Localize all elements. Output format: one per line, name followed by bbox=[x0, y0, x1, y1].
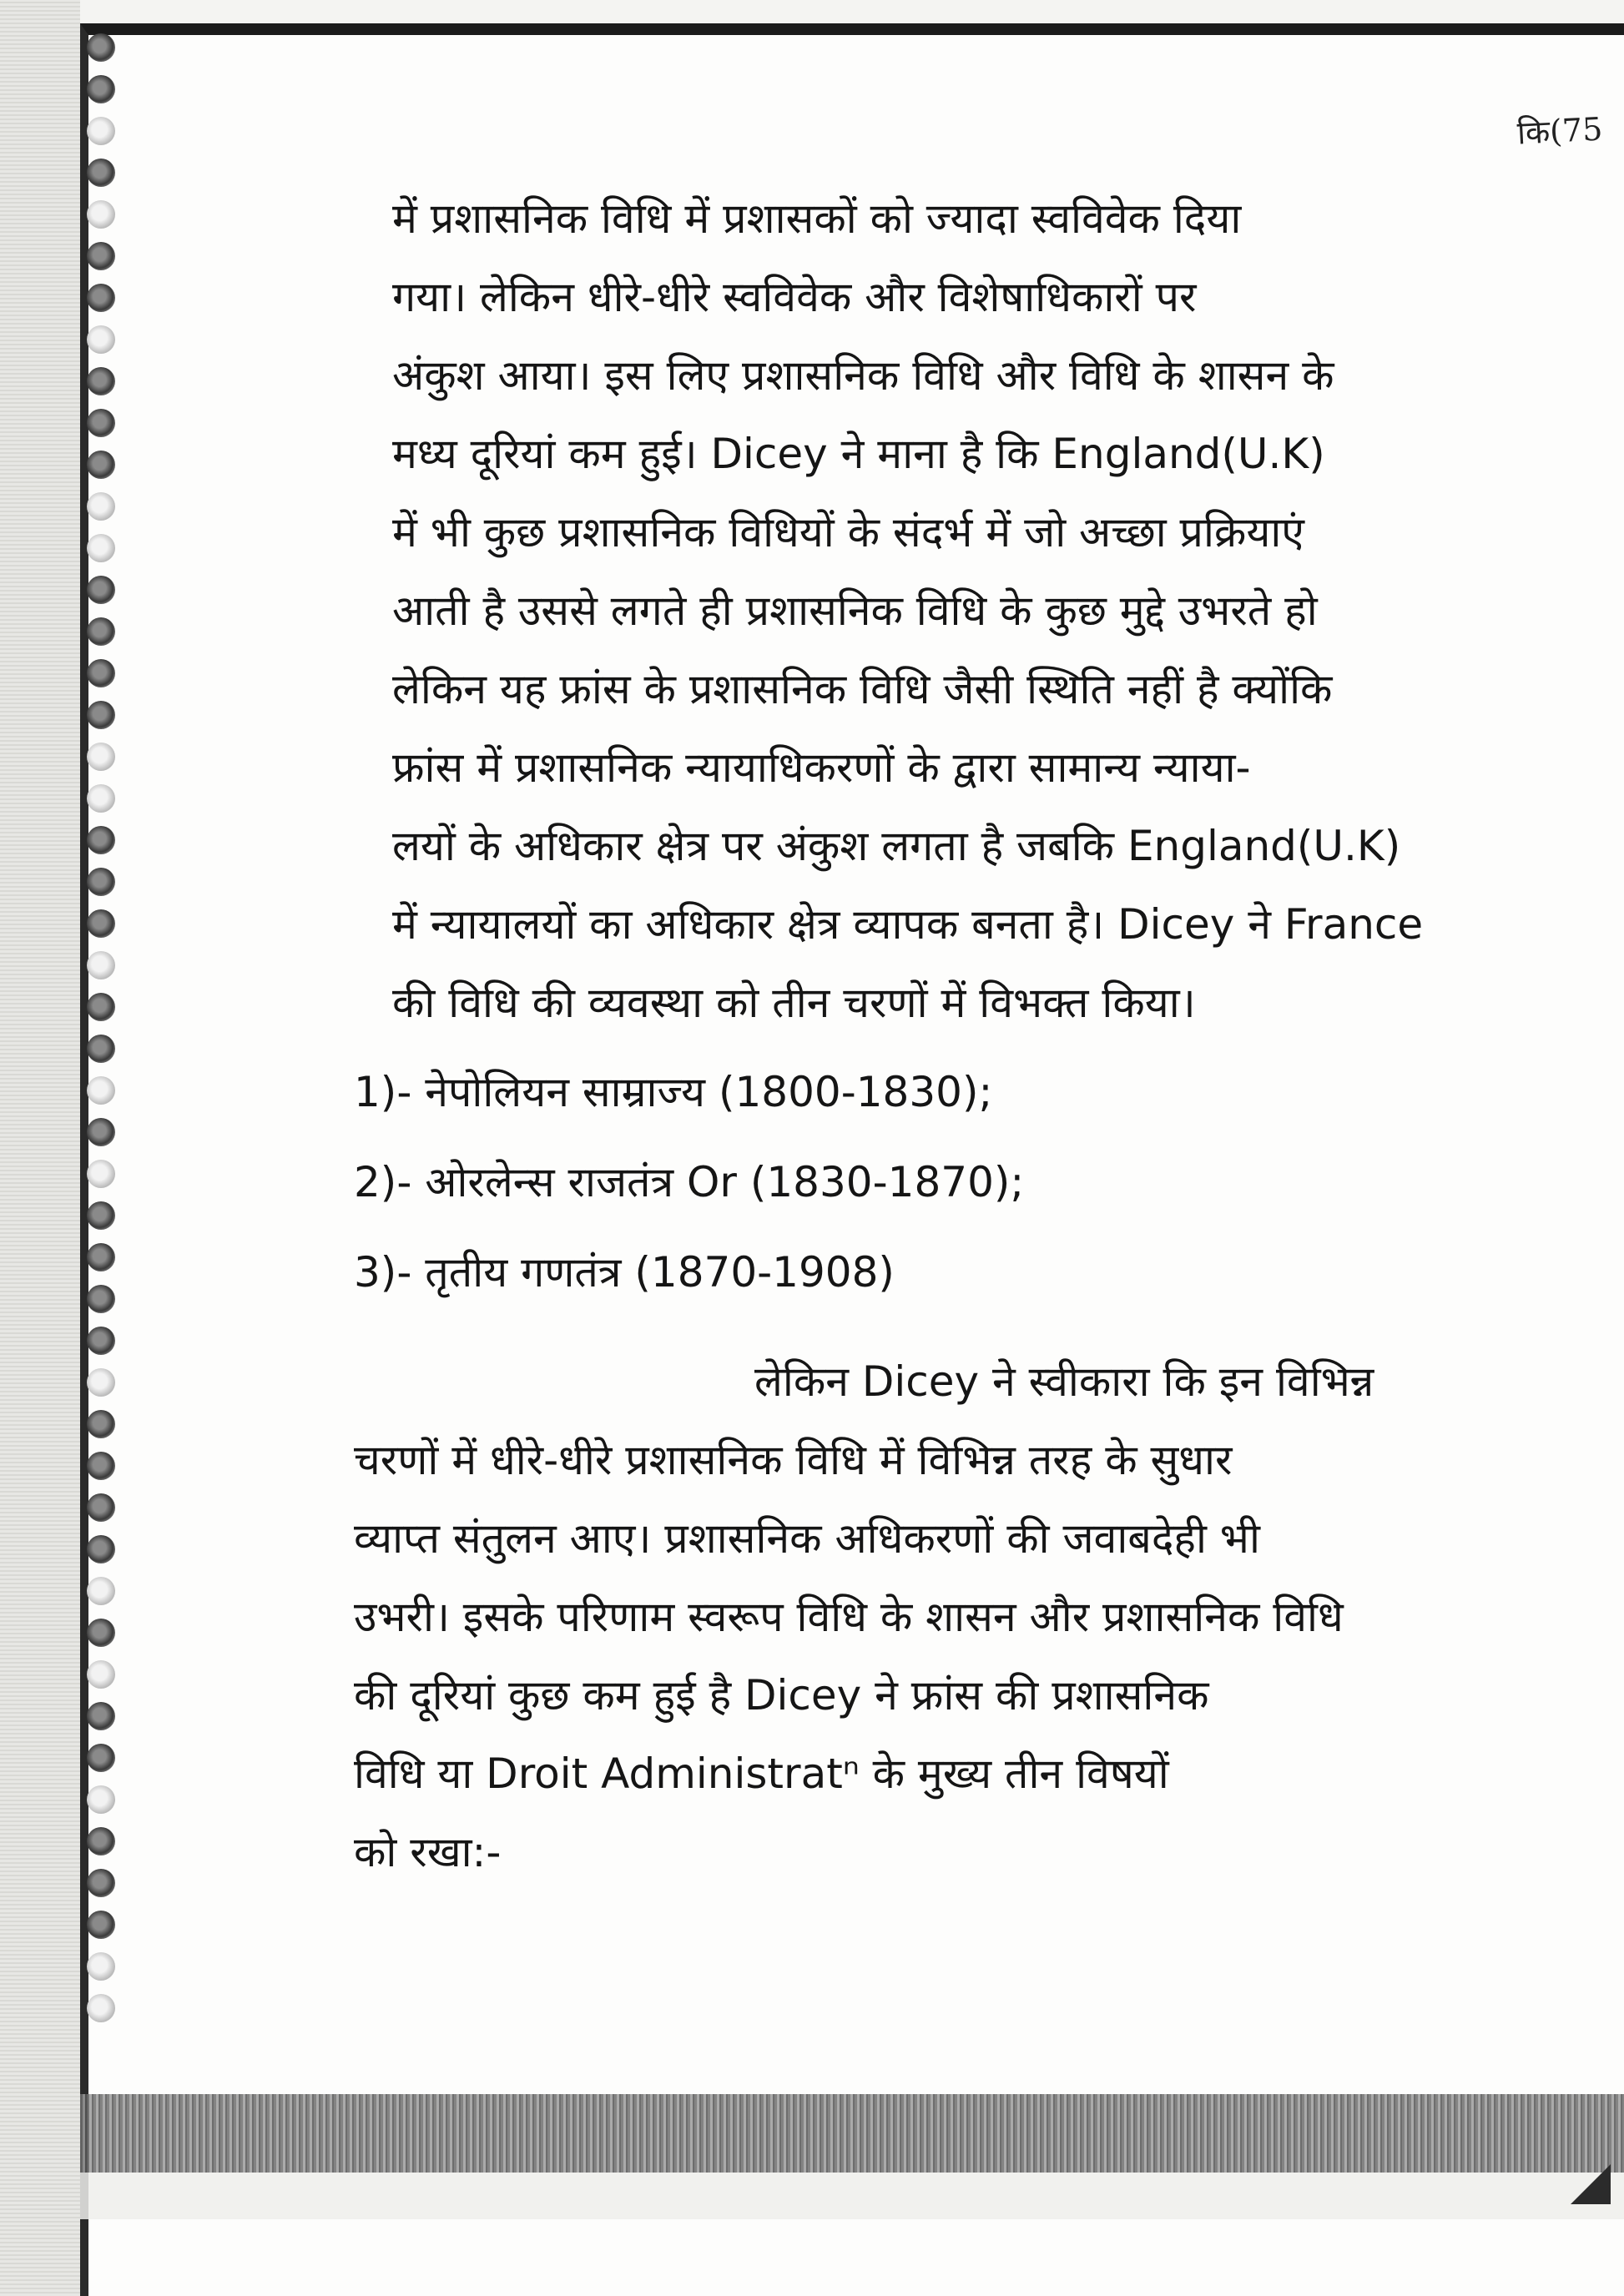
binding-hole bbox=[87, 159, 115, 187]
binding-hole bbox=[87, 1076, 115, 1105]
list-item: 1)- नेपोलियन साम्राज्य (1800-1830); bbox=[354, 1068, 993, 1116]
text-line: में न्यायालयों का अधिकार क्षेत्र व्यापक बनता है। Dicey ने France bbox=[392, 900, 1424, 949]
binding-hole bbox=[87, 1452, 115, 1480]
page-corner-mark: कि(75 bbox=[1516, 110, 1604, 152]
binding-hole bbox=[87, 1410, 115, 1438]
binding-hole bbox=[87, 784, 115, 813]
text-line: गया। लेकिन धीरे-धीरे स्वविवेक और विशेषाधिकारों पर bbox=[392, 273, 1197, 321]
text-line: लयों के अधिकार क्षेत्र पर अंकुश लगता है जबकि England(U.K) bbox=[392, 822, 1401, 870]
text-line: की विधि की व्यवस्था को तीन चरणों में विभक्त किया। bbox=[392, 979, 1196, 1027]
binding-hole bbox=[87, 1952, 115, 1981]
text-line: विधि या Droit Administratⁿ के मुख्य तीन विषयों bbox=[354, 1750, 1169, 1798]
binding-hole bbox=[87, 1869, 115, 1897]
binding-hole bbox=[87, 451, 115, 479]
phases-list bbox=[354, 1047, 1502, 1317]
handwritten-text bbox=[354, 179, 1502, 1891]
text-line: को रखा:- bbox=[354, 1828, 502, 1876]
page-bottom-edge bbox=[80, 2094, 1624, 2219]
binding-hole bbox=[87, 1035, 115, 1063]
binding-hole bbox=[87, 1619, 115, 1647]
binding-hole bbox=[87, 868, 115, 896]
text-line: अंकुश आया। इस लिए प्रशासनिक विधि और विधि के शासन के bbox=[392, 351, 1334, 400]
text-line: में भी कुछ प्रशासनिक विधियों के संदर्भ में जो अच्छा प्रक्रियाएं bbox=[392, 508, 1304, 556]
binding-hole bbox=[87, 1660, 115, 1689]
binding-holes bbox=[87, 33, 137, 2052]
paragraph-1 bbox=[392, 179, 1502, 1042]
text-line: फ्रांस में प्रशासनिक न्यायाधिकरणों के द्वारा सामान्य न्याया- bbox=[392, 743, 1251, 792]
binding-hole bbox=[87, 1327, 115, 1355]
binding-hole bbox=[87, 1702, 115, 1730]
binding-hole bbox=[87, 1577, 115, 1605]
binding-hole bbox=[87, 1118, 115, 1146]
text-line: लेकिन यह फ्रांस के प्रशासनिक विधि जैसी स्थिति नहीं है क्योंकि bbox=[392, 665, 1333, 713]
binding-hole bbox=[87, 993, 115, 1021]
text-line: लेकिन Dicey ने स्वीकारा कि इन विभिन्न bbox=[754, 1357, 1374, 1406]
text-line: में प्रशासनिक विधि में प्रशासकों को ज्यादा स्वविवेक दिया bbox=[392, 194, 1242, 243]
binding-hole bbox=[87, 659, 115, 687]
binding-hole bbox=[87, 1827, 115, 1855]
text-line: की दूरियां कुछ कम हुई है Dicey ने फ्रांस की प्रशासनिक bbox=[354, 1671, 1209, 1719]
text-line: व्याप्त संतुलन आए। प्रशासनिक अधिकरणों की जवाबदेही भी bbox=[354, 1514, 1260, 1563]
binding-hole bbox=[87, 242, 115, 270]
list-item: 2)- ओरलेन्स राजतंत्र Or (1830-1870); bbox=[354, 1158, 1025, 1206]
binding-hole bbox=[87, 1911, 115, 1939]
binding-hole bbox=[87, 826, 115, 854]
notebook-spine bbox=[0, 0, 80, 2296]
binding-hole bbox=[87, 1493, 115, 1522]
binding-hole bbox=[87, 33, 115, 62]
paragraph-2 bbox=[354, 1342, 1502, 1891]
binding-hole bbox=[87, 1160, 115, 1188]
page-corner-shadow bbox=[1571, 2164, 1611, 2204]
binding-hole bbox=[87, 1243, 115, 1271]
binding-hole bbox=[87, 1785, 115, 1814]
binding-hole bbox=[87, 1744, 115, 1772]
binding-hole bbox=[87, 367, 115, 395]
binding-hole bbox=[87, 534, 115, 562]
binding-hole bbox=[87, 1201, 115, 1230]
binding-hole bbox=[87, 909, 115, 938]
binding-hole bbox=[87, 75, 115, 103]
binding-hole bbox=[87, 409, 115, 437]
binding-hole bbox=[87, 200, 115, 229]
binding-hole bbox=[87, 576, 115, 604]
binding-hole bbox=[87, 701, 115, 729]
text-line: मध्य दूरियां कम हुई। Dicey ने माना है कि England(U.K) bbox=[392, 430, 1325, 478]
binding-hole bbox=[87, 1994, 115, 2022]
binding-hole bbox=[87, 117, 115, 145]
text-line: उभरी। इसके परिणाम स्वरूप विधि के शासन और प्रशासनिक विधि bbox=[354, 1593, 1344, 1641]
binding-hole bbox=[87, 325, 115, 354]
binding-hole bbox=[87, 492, 115, 521]
binding-hole bbox=[87, 617, 115, 646]
text-line: आती है उससे लगते ही प्रशासनिक विधि के कुछ मुद्दे उभरते हो bbox=[392, 587, 1318, 635]
text-line: चरणों में धीरे-धीरे प्रशासनिक विधि में विभिन्न तरह के सुधार bbox=[354, 1436, 1233, 1484]
list-item: 3)- तृतीय गणतंत्र (1870-1908) bbox=[354, 1248, 895, 1297]
binding-hole bbox=[87, 951, 115, 979]
binding-hole bbox=[87, 743, 115, 771]
binding-hole bbox=[87, 284, 115, 312]
binding-hole bbox=[87, 1368, 115, 1397]
binding-hole bbox=[87, 1535, 115, 1563]
binding-hole bbox=[87, 1285, 115, 1313]
